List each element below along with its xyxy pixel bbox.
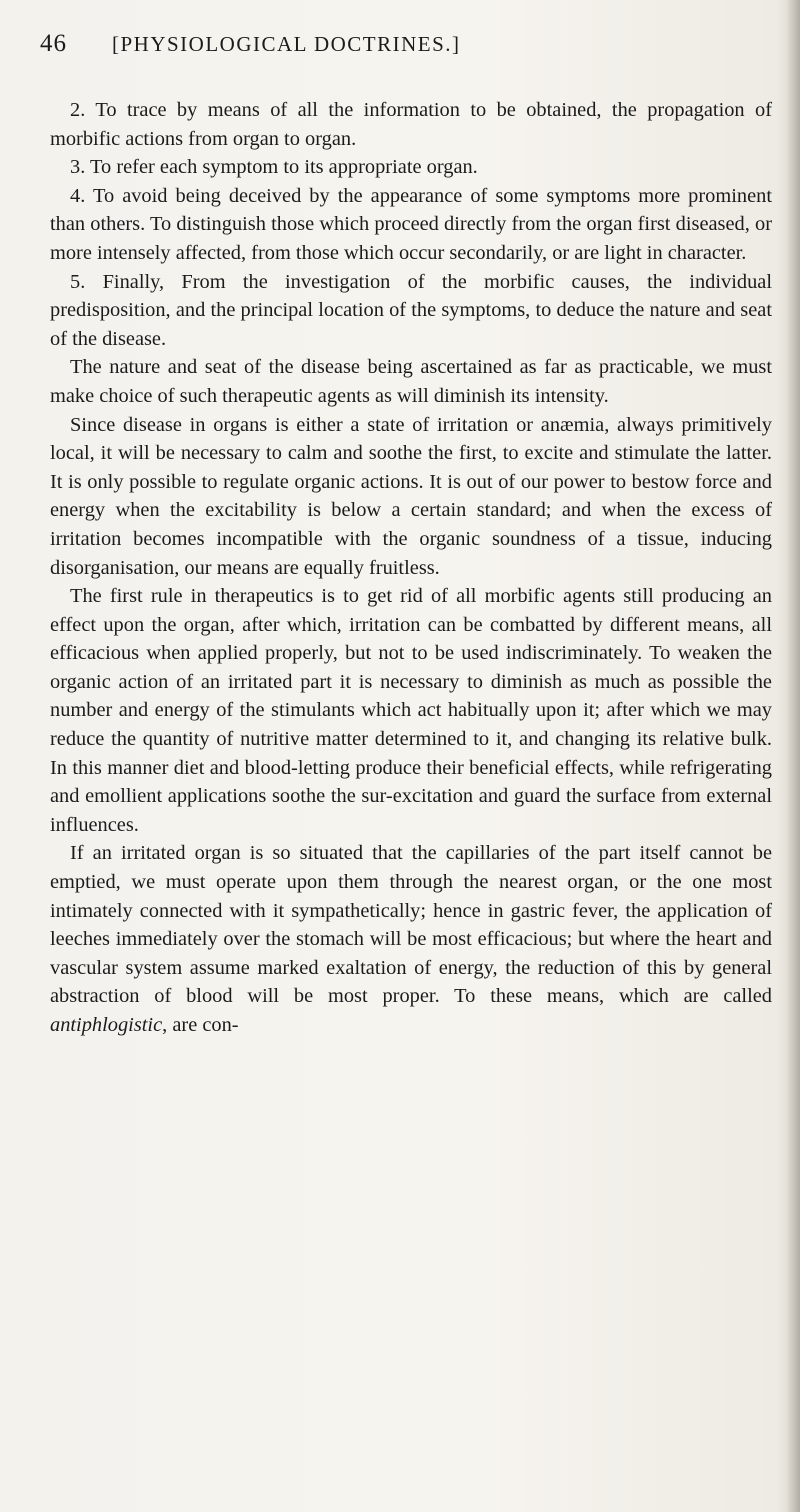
page-number: 46	[40, 30, 67, 57]
paragraph-nature-and-seat: The nature and seat of the disease being ascertained as far as practicable, we must make choice of such therapeutic agents as will diminish its intensity.	[50, 356, 772, 407]
list-item-2: 2. To trace by means of all the information to be obtained, the propagation of morbific actions from organ to organ.	[50, 99, 772, 150]
page-header	[40, 30, 780, 70]
paragraph-capillaries-tail: , are con-	[162, 1014, 239, 1036]
running-head: [PHYSIOLOGICAL DOCTRINES.]	[112, 32, 461, 56]
body-text	[50, 96, 772, 1040]
page-edge-shadow	[786, 0, 800, 1512]
list-item-4: 4. To avoid being deceived by the appearance of some symptoms more prominent than others. To distinguish those which proceed directly from the organ first diseased, or more intensely affected, from those which occur secondarily, or are light in character.	[50, 184, 772, 264]
list-item-5: 5. Finally, From the investigation of the morbific causes, the individual predisposition, and the principal location of the symptoms, to deduce the nature and seat of the disease.	[50, 270, 772, 350]
paragraph-capillaries	[50, 839, 772, 1039]
paragraph-capillaries-text: If an irritated organ is so situated that the capillaries of the part itself cannot be emptied, we must operate upon them through the nearest organ, or the one most intimately connected with it sympathetically; hence in gastric fever, the application of leeches immediately over the stomach will be most efficacious; but where the heart and vascular system assume marked exaltation of energy, the reduction of this by general abstraction of blood will be most proper. To these means, which are called	[50, 842, 772, 1008]
paragraph-first-rule: The first rule in therapeutics is to get rid of all morbific agents still producing an effect upon the organ, after which, irritation can be combatted by different means, all efficacious when applied properly, but not to be used indiscriminately. To weaken the organic action of an irritated part it is necessary to diminish as much as possible the number and energy of the stimulants which act habitually upon it; after which we may reduce the quantity of nutritive matter determined to it, and changing its relative bulk. In this manner diet and blood-letting produce their beneficial effects, while refrigerating and emollient applications soothe the sur-excitation and guard the surface from external influences.	[50, 585, 772, 836]
list-item-3: 3. To refer each symptom to its appropriate organ.	[70, 156, 478, 179]
italic-term-antiphlogistic: antiphlogistic	[50, 1014, 163, 1036]
paragraph-irritation-anaemia: Since disease in organs is either a state of irritation or anæmia, always primitively local, it will be necessary to calm and soothe the first, to excite and stimulate the latter. It is only possible to regulate organic actions. It is out of our power to bestow force and energy when the excitability is below a certain standard; and when the excess of irritation becomes incompatible with the organic soundness of a tissue, inducing disorganisation, our means are equally fruitless.	[50, 413, 772, 579]
